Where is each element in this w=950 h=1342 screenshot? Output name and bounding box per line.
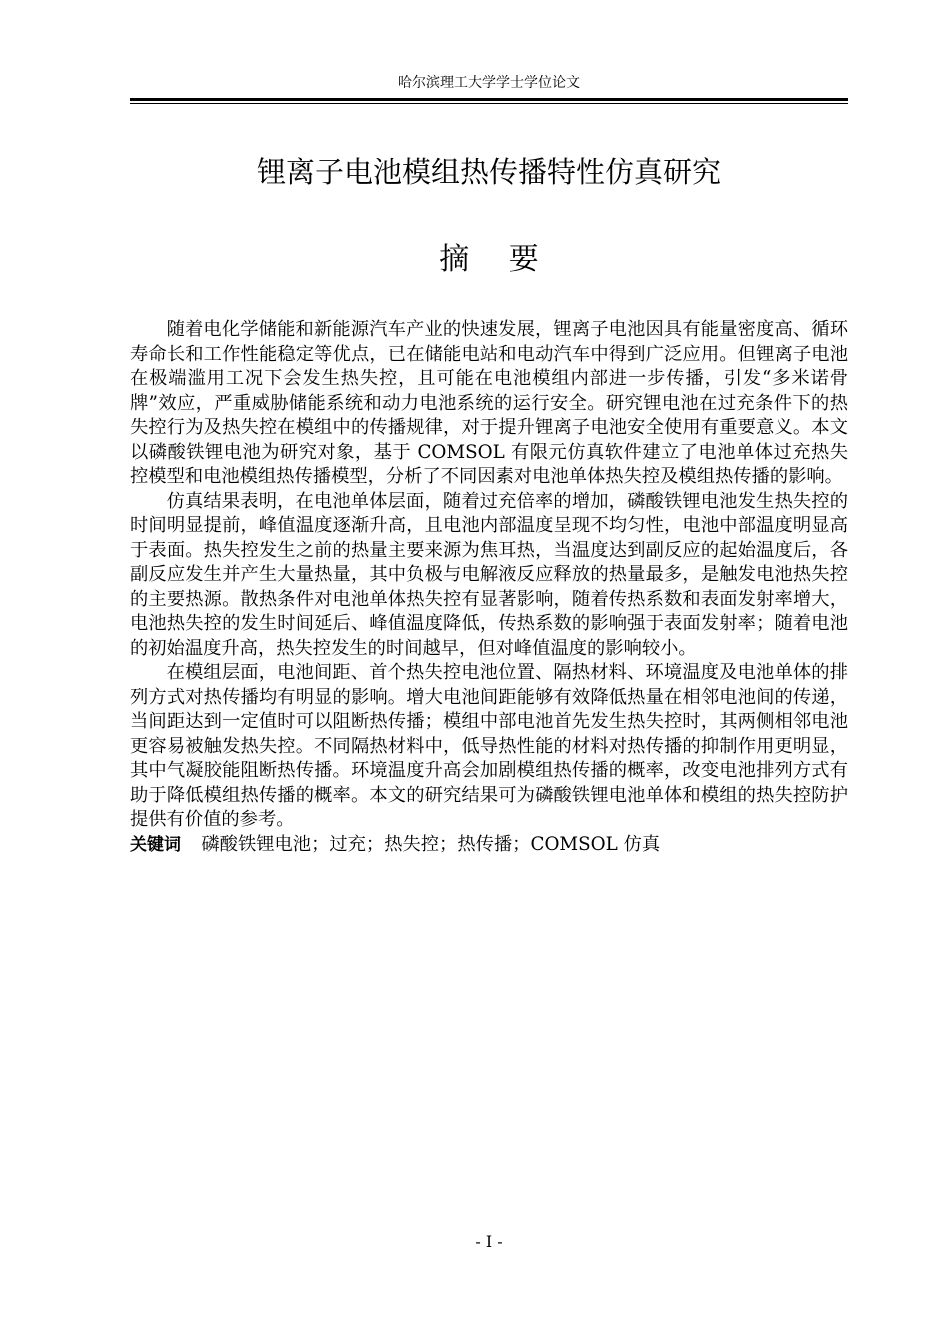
header-rule-thick — [130, 98, 848, 101]
keywords-line — [130, 833, 848, 858]
abstract-body — [130, 318, 848, 857]
keywords-label: 关键词 — [130, 834, 181, 855]
keywords-text: 磷酸铁锂电池；过充；热失控；热传播；COMSOL 仿真 — [201, 833, 661, 855]
abstract-heading: 摘 要 — [439, 242, 554, 277]
header-rule-thin — [130, 103, 848, 104]
thesis-title: 锂离子电池模组热传播特性仿真研究 — [256, 155, 721, 189]
abstract-paragraph-3: 在模组层面，电池间距、首个热失控电池位置、隔热材料、环境温度及电池单体的排列方式对热传播均有明显的影响。增大电池间距能够有效降低热量在相邻电池间的传递，当间距达到一定值时可以阻断热传播；模组中部电池首先发生热失控时，其两侧相邻电池更容易被触发热失控。不同隔热材料中，低导热性能的材料对热传播的抑制作用更明显，其中气凝胶能阻断热传播。环境温度升高会加剧模组热传播的概率，改变电池排列方式有助于降低模组热传播的概率。本文的研究结果可为磷酸铁锂电池单体和模组的热失控防护提供有价值的参考。 — [130, 662, 848, 830]
page-number: - I - — [475, 1232, 503, 1251]
abstract-paragraph-1: 随着电化学储能和新能源汽车产业的快速发展，锂离子电池因具有能量密度高、循环寿命长和工作性能稳定等优点，已在储能电站和电动汽车中得到广泛应用。但锂离子电池在极端滥用工况下会发生热失控，且可能在电池模组内部进一步传播，引发“多米诺骨牌”效应，严重威胁储能系统和动力电池系统的运行安全。研究锂电池在过充条件下的热失控行为及热失控在模组中的传播规律，对于提升锂离子电池安全使用有重要意义。本文以磷酸铁锂电池为研究对象，基于 COMSOL 有限元仿真软件建立了电池单体过充热失控模型和电池模组热传播模型，分析了不同因素对电池单体热失控及模组热传播的影响。 — [130, 319, 848, 487]
page-header: 哈尔滨理工大学学士学位论文 — [398, 75, 580, 91]
abstract-paragraph-2: 仿真结果表明，在电池单体层面，随着过充倍率的增加，磷酸铁锂电池发生热失控的时间明显提前，峰值温度逐渐升高，且电池内部温度呈现不均匀性，电池中部温度明显高于表面。热失控发生之前的热量主要来源为焦耳热，当温度达到副反应的起始温度后，各副反应发生并产生大量热量，其中负极与电解液反应释放的热量最多，是触发电池热失控的主要热源。散热条件对电池单体热失控有显著影响，随着传热系数和表面发射率增大，电池热失控的发生时间延后、峰值温度降低，传热系数的影响强于表面发射率；随着电池的初始温度升高，热失控发生的时间越早，但对峰值温度的影响较小。 — [130, 490, 848, 659]
